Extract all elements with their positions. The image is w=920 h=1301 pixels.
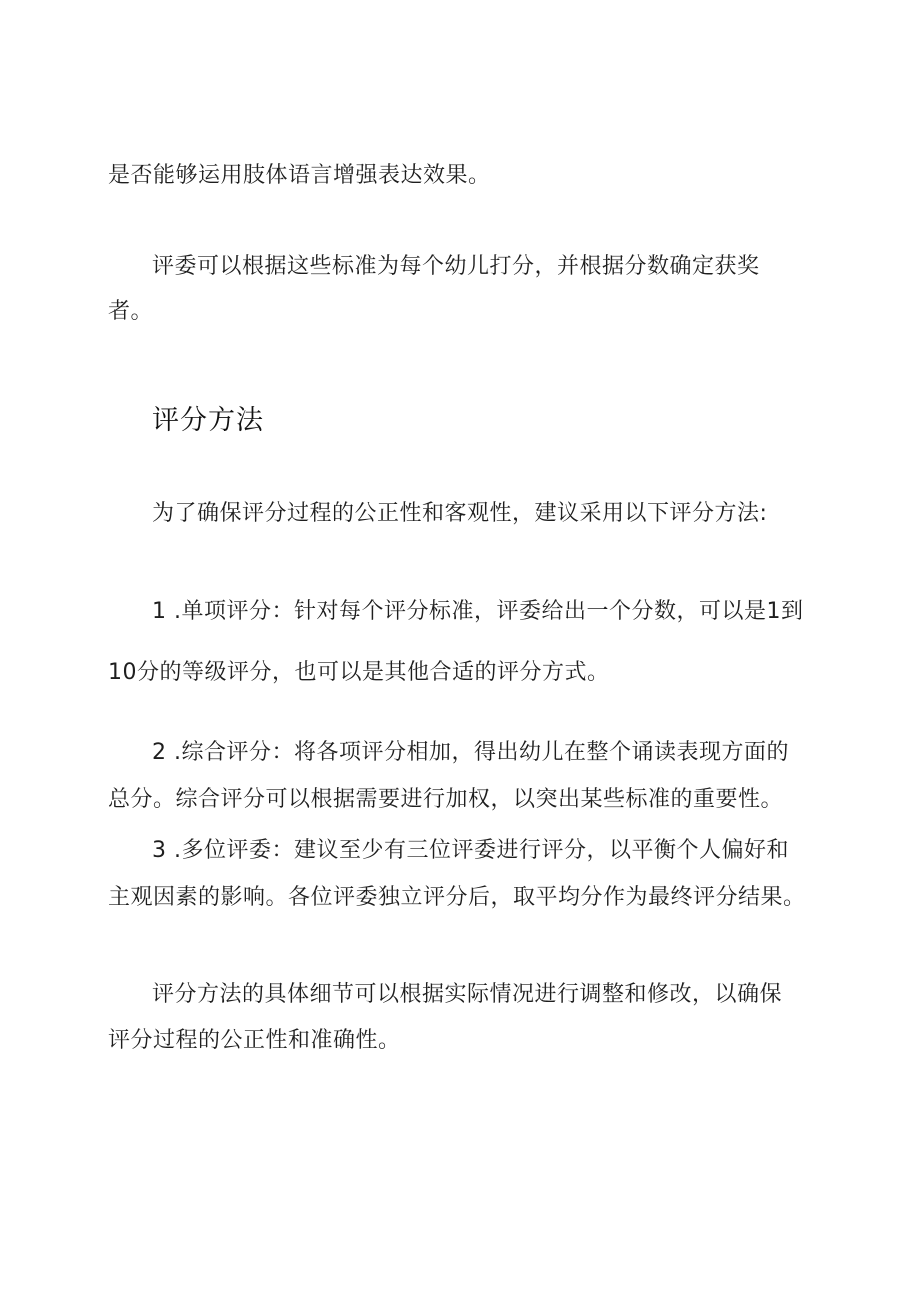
section-heading-scoring-method: 评分方法 xyxy=(152,405,264,436)
paragraph-method-intro-line-1: 为了确保评分过程的公正性和客观性，建议采用以下评分方法: xyxy=(152,501,768,526)
list-item-1-line-1: 1 .单项评分：针对每个评分标准，评委给出一个分数，可以是1到 xyxy=(152,599,804,624)
paragraph-closing-line-2: 评分过程的公正性和准确性。 xyxy=(108,1028,401,1053)
list-item-1-line-2: 10分的等级评分，也可以是其他合适的评分方式。 xyxy=(108,660,610,685)
list-item-3-line-1: 3 .多位评委：建议至少有三位评委进行评分，以平衡个人偏好和 xyxy=(152,838,789,863)
list-item-3-line-2: 主观因素的影响。各位评委独立评分后，取平均分作为最终评分结果。 xyxy=(108,885,806,910)
paragraph-judges-line-2: 者。 xyxy=(108,299,154,324)
paragraph-judges-line-1: 评委可以根据这些标准为每个幼儿打分，并根据分数确定获奖 xyxy=(152,254,760,279)
list-item-2-line-1: 2 .综合评分：将各项评分相加，得出幼儿在整个诵读表现方面的 xyxy=(152,740,789,765)
list-item-2-line-2: 总分。综合评分可以根据需要进行加权，以突出某些标准的重要性。 xyxy=(108,787,784,812)
paragraph-intro-tail-line-1: 是否能够运用肢体语言增强表达效果。 xyxy=(108,163,491,188)
paragraph-closing-line-1: 评分方法的具体细节可以根据实际情况进行调整和修改，以确保 xyxy=(152,982,783,1007)
